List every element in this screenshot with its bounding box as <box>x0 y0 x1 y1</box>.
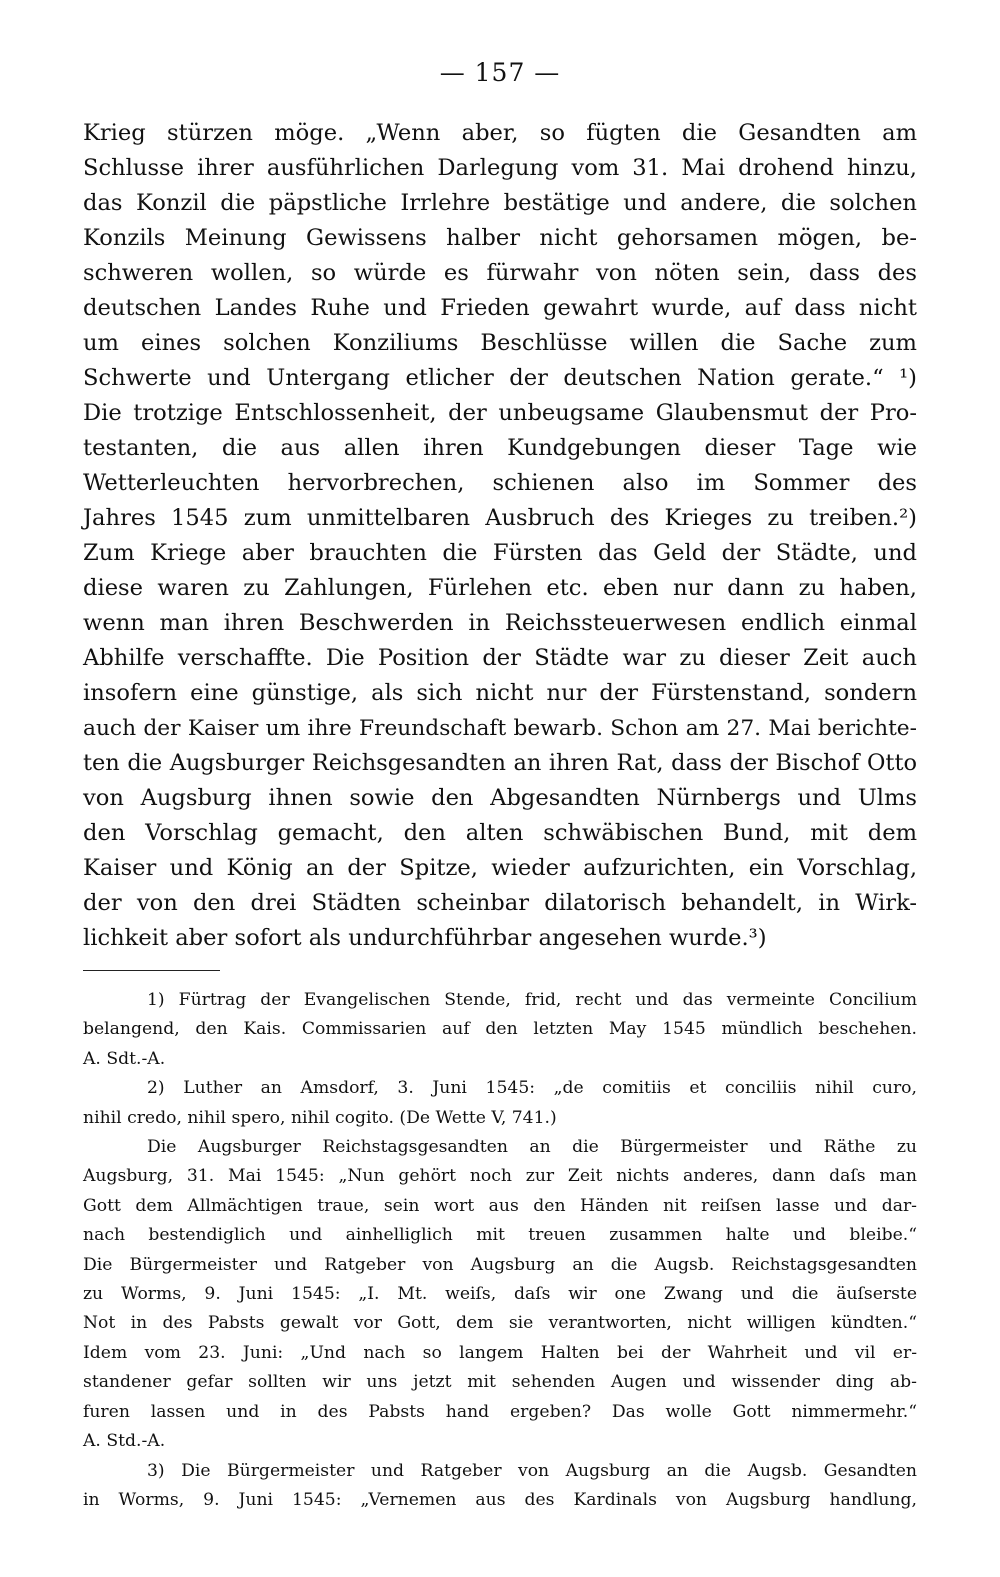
text-line: Jahres 1545 zum unmittelbaren Ausbruch des Krieges zu treiben.²) <box>83 505 917 531</box>
text-line: Wetterleuchten hervorbrechen, schienen also im Sommer des <box>83 470 917 496</box>
text-line: den Vorschlag gemacht, den alten schwäbischen Bund, mit dem <box>83 820 917 846</box>
main-text <box>83 116 917 956</box>
footnote-line: A. Std.-A. <box>83 1431 166 1452</box>
footnote-line: nach bestendiglich und ainhelliglich mit treuen zusammen halte und bleibe.“ <box>83 1225 917 1246</box>
footnote-line: belangend, den Kais. Commissarien auf den letzten May 1545 mündlich beschehen. <box>83 1019 917 1040</box>
text-line: Schlusse ihrer ausführlichen Darlegung vom 31. Mai drohend hinzu, <box>83 155 917 181</box>
text-line: diese waren zu Zahlungen, Fürlehen etc. eben nur dann zu haben, <box>83 575 917 601</box>
text-line: Konzils Meinung Gewissens halber nicht gehorsamen mögen, be- <box>83 225 917 251</box>
text-line: der von den drei Städten scheinbar dilatorisch behandelt, in Wirk- <box>83 890 917 916</box>
text-line: wenn man ihren Beschwerden in Reichssteuerwesen endlich einmal <box>83 610 917 636</box>
footnote-line: Idem vom 23. Juni: „Und nach so langem Halten bei der Wahrheit und vil er- <box>83 1342 917 1363</box>
text-line: Zum Kriege aber brauchten die Fürsten das Geld der Städte, und <box>83 540 917 566</box>
footnote-line: 2) Luther an Amsdorf, 3. Juni 1545: „de comitiis et conciliis nihil curo, <box>147 1078 917 1099</box>
footnote-line: zu Worms, 9. Juni 1545: „I. Mt. weiſs, daſs wir one Zwang und die äuſserste <box>83 1284 917 1305</box>
footnote-line: 1) Fürtrag der Evangelischen Stende, frid, recht und das vermeinte Concilium <box>147 990 917 1010</box>
text-line: Schwerte und Untergang etlicher der deutschen Nation gerate.“ ¹) <box>83 365 917 391</box>
text-line: Abhilfe verschaffte. Die Position der Städte war zu dieser Zeit auch <box>83 645 917 671</box>
footnote-line: nihil credo, nihil spero, nihil cogito. (De Wette V, 741.) <box>83 1107 557 1128</box>
text-line: testanten, die aus allen ihren Kundgebungen dieser Tage wie <box>83 435 917 461</box>
footnote-line: furen lassen und in des Pabsts hand ergeben? Das wolle Gott nimmermehr.“ <box>83 1401 917 1422</box>
text-line: um eines solchen Konziliums Beschlüsse willen die Sache zum <box>83 330 917 356</box>
text-line: Kaiser und König an der Spitze, wieder aufzurichten, ein Vorschlag, <box>83 855 917 881</box>
footnote-line: in Worms, 9. Juni 1545: „Vernemen aus des Kardinals von Augsburg handlung, <box>83 1489 917 1510</box>
footnote-line: Gott dem Allmächtigen traue, sein wort aus den Händen nit reiſsen lasse und dar- <box>83 1195 917 1216</box>
page-number: — 157 — <box>439 58 561 87</box>
footnote-divider <box>83 970 220 971</box>
footnote-line: Augsburg, 31. Mai 1545: „Nun gehört noch zur Zeit nichts anderes, dann daſs man <box>83 1166 917 1187</box>
text-line: Krieg stürzen möge. „Wenn aber, so fügten die Gesandten am <box>83 120 917 146</box>
text-line: lichkeit aber sofort als undurchführbar angesehen wurde.³) <box>83 925 767 951</box>
text-line: ten die Augsburger Reichsgesandten an ihren Rat, dass der Bischof Otto <box>83 750 917 776</box>
text-line: schweren wollen, so würde es fürwahr von nöten sein, dass des <box>83 260 917 286</box>
text-line: von Augsburg ihnen sowie den Abgesandten Nürnbergs und Ulms <box>83 785 917 811</box>
text-line: insofern eine günstige, als sich nicht nur der Fürstenstand, sondern <box>83 680 917 706</box>
footnote-line: 3) Die Bürgermeister und Ratgeber von Augsburg an die Augsb. Gesandten <box>147 1460 917 1481</box>
text-line: das Konzil die päpstliche Irrlehre bestätige und andere, die solchen <box>83 190 917 216</box>
footnote-line: Not in des Pabsts gewalt vor Gott, dem sie verantworten, nicht willigen kündten.“ <box>83 1313 917 1334</box>
footnote-line: Die Augsburger Reichstagsgesandten an die Bürgermeister und Räthe zu <box>147 1137 917 1158</box>
footnote-line: Die Bürgermeister und Ratgeber von Augsburg an die Augsb. Reichstagsgesandten <box>83 1254 917 1275</box>
text-line: deutschen Landes Ruhe und Frieden gewahrt wurde, auf dass nicht <box>83 295 917 321</box>
footnotes <box>83 986 917 1515</box>
footnote-line: standener gefar sollten wir uns jetzt mit sehenden Augen und wissender ding ab- <box>83 1372 917 1393</box>
text-line: auch der Kaiser um ihre Freundschaft bewarb. Schon am 27. Mai berichte- <box>83 716 917 741</box>
footnote-line: A. Sdt.-A. <box>83 1048 166 1069</box>
text-line: Die trotzige Entschlossenheit, der unbeugsame Glaubensmut der Pro- <box>83 400 917 426</box>
